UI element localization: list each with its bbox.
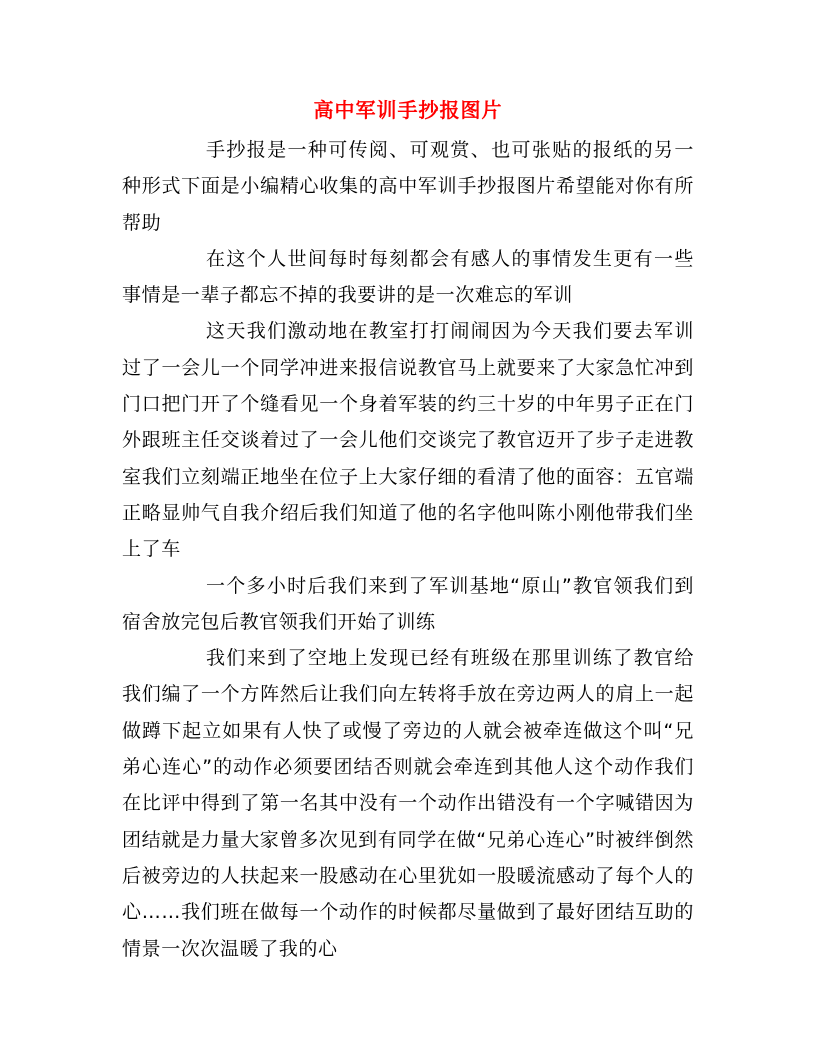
paragraph-2: 在这个人世间每时每刻都会有感人的事情发生更有一些事情是一辈子都忘不掉的我要讲的是一次难忘的军训 bbox=[122, 247, 694, 307]
paragraph-4: 一个多小时后我们来到了军训基地“原山”教官领我们到宿舍放完包后教官领我们开始了训练 bbox=[122, 574, 694, 633]
paragraph-3: 这天我们激动地在教室打打闹闹因为今天我们要去军训过了一会儿一个同学冲进来报信说教官马上就要来了大家急忙冲到门口把门开了个缝看见一个身着军装的约三十岁的中年男子正在门外跟班主任交谈着过了一会儿他们交谈完了教官迈开了步子走进教室我们立刻端正地坐在位子上大家仔细的看清了他的面容：五官端正略显帅气自我介绍后我们知道了他的名字他叫陈小刚他带我们坐上了车 bbox=[122, 320, 694, 561]
page-title: 高中军训手抄报图片 bbox=[313, 98, 503, 122]
article-body bbox=[122, 132, 694, 967]
paragraph-intro: 手抄报是一种可传阅、可观赏、也可张贴的报纸的另一种形式下面是小编精心收集的高中军训手抄报图片希望能对你有所帮助 bbox=[122, 139, 694, 234]
paragraph-5: 我们来到了空地上发现已经有班级在那里训练了教官给我们编了一个方阵然后让我们向左转将手放在旁边两人的肩上一起做蹲下起立如果有人快了或慢了旁边的人就会被牵连做这个叫“兄弟心连心”的动作必须要团结否则就会牵连到其他人这个动作我们在比评中得到了第一名其中没有一个动作出错没有一个字喊错因为团结就是力量大家曾多次见到有同学在做“兄弟心连心”时被绊倒然后被旁边的人扶起来一股感动在心里犹如一股暖流感动了每个人的心……我们班在做每一个动作的时候都尽量做到了最好团结互助的情景一次次温暖了我的心 bbox=[122, 647, 694, 960]
